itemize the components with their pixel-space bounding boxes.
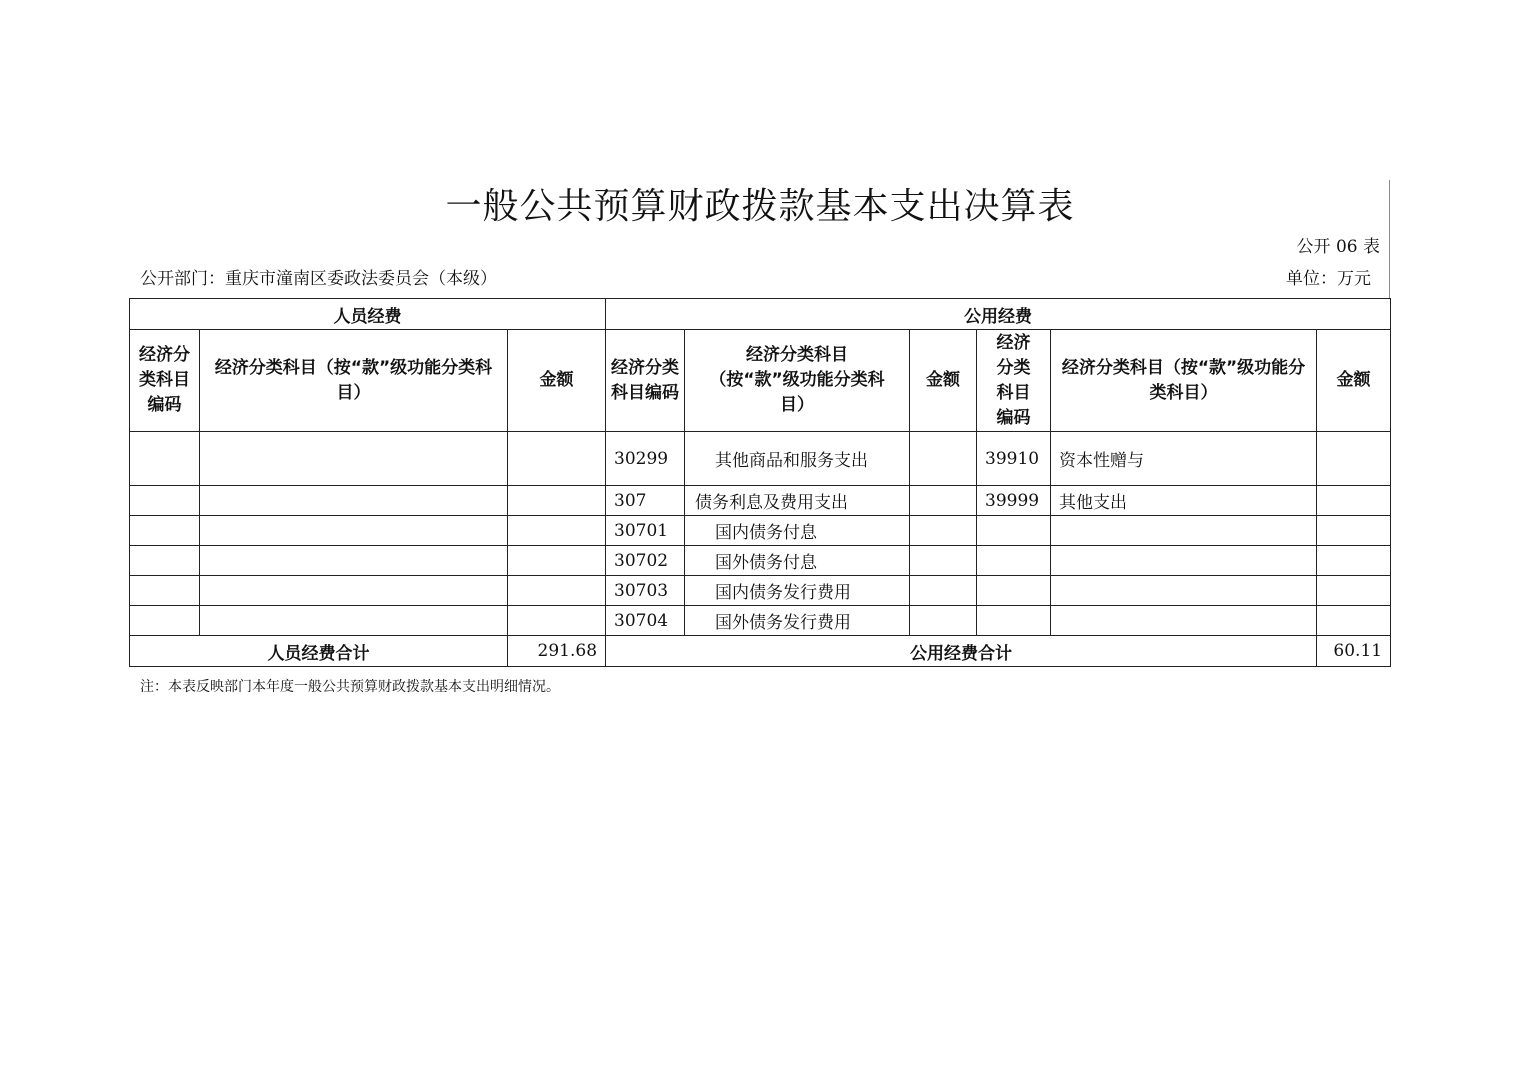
table-row: [130, 516, 1391, 546]
col-header-public1-amount: 金额: [910, 330, 977, 432]
personnel-total-label: 人员经费合计: [130, 636, 508, 667]
cell-personnel-amount: [508, 432, 606, 486]
table-row: [130, 576, 1391, 606]
cell-personnel-code: [130, 576, 200, 606]
cell-public2-name: [1051, 546, 1317, 576]
group-header-personnel: 人员经费: [130, 299, 606, 330]
cell-public1-amount: [910, 432, 977, 486]
cell-personnel-amount: [508, 486, 606, 516]
cell-personnel-name: [200, 432, 508, 486]
cell-public2-code: [977, 576, 1051, 606]
cell-personnel-amount: [508, 606, 606, 636]
cell-public1-amount: [910, 576, 977, 606]
col-header-public2-amount: 金额: [1317, 330, 1391, 432]
cell-personnel-amount: [508, 546, 606, 576]
cell-public1-amount: [910, 546, 977, 576]
table-row: [130, 546, 1391, 576]
cell-personnel-code: [130, 546, 200, 576]
cell-public2-name: [1051, 606, 1317, 636]
cell-personnel-name: [200, 546, 508, 576]
cell-personnel-code: [130, 516, 200, 546]
cell-personnel-name: [200, 486, 508, 516]
cell-public1-name: 国内债务付息: [685, 516, 910, 546]
table-row: [130, 606, 1391, 636]
cell-public2-amount: [1317, 606, 1391, 636]
cell-personnel-name: [200, 516, 508, 546]
col-header-personnel-amount: 金额: [508, 330, 606, 432]
cell-public2-amount: [1317, 432, 1391, 486]
table-footnote: 注：本表反映部门本年度一般公共预算财政拨款基本支出明细情况。: [140, 679, 560, 695]
cell-public1-amount: [910, 486, 977, 516]
cell-public1-amount: [910, 516, 977, 546]
cell-public1-amount: [910, 606, 977, 636]
cell-personnel-amount: [508, 516, 606, 546]
cell-personnel-code: [130, 606, 200, 636]
group-header-public: 公用经费: [606, 299, 1391, 330]
cell-public1-code: 30701: [606, 516, 685, 546]
cell-public1-name: 债务利息及费用支出: [685, 486, 910, 516]
cell-public1-name: 国外债务发行费用: [685, 606, 910, 636]
cell-public2-code: [977, 546, 1051, 576]
cell-personnel-code: [130, 486, 200, 516]
cell-public2-code: [977, 516, 1051, 546]
cell-public2-name: 资本性赠与: [1051, 432, 1317, 486]
expenditure-table: [129, 298, 1391, 667]
cell-public1-code: 30703: [606, 576, 685, 606]
department-label: 公开部门：重庆市潼南区委政法委员会（本级）: [140, 269, 497, 289]
personnel-total-value: 291.68: [508, 636, 606, 667]
cell-public2-code: 39999: [977, 486, 1051, 516]
cell-public2-amount: [1317, 486, 1391, 516]
cell-public2-name: [1051, 576, 1317, 606]
cell-public1-name: 国外债务付息: [685, 546, 910, 576]
cell-public2-code: [977, 606, 1051, 636]
cell-personnel-amount: [508, 576, 606, 606]
cell-public2-amount: [1317, 576, 1391, 606]
public-total-label: 公用经费合计: [606, 636, 1317, 667]
col-header-personnel-code: 经济分类科目编码: [130, 330, 200, 432]
page-title: 一般公共预算财政拨款基本支出决算表: [445, 186, 1075, 227]
table-row: [130, 432, 1391, 486]
unit-label: 单位：万元: [1286, 269, 1371, 289]
col-header-public1-name: 经济分类科目（按“款”级功能分类科目）: [685, 330, 910, 432]
table-row: [130, 486, 1391, 516]
cell-public1-name: 其他商品和服务支出: [685, 432, 910, 486]
cell-public1-code: 30702: [606, 546, 685, 576]
cell-public1-code: 307: [606, 486, 685, 516]
cell-public1-code: 30299: [606, 432, 685, 486]
col-header-personnel-name: 经济分类科目（按“款”级功能分类科目）: [200, 330, 508, 432]
cell-public1-code: 30704: [606, 606, 685, 636]
col-header-public2-code: 经济分类科目编码: [977, 330, 1051, 432]
cell-personnel-code: [130, 432, 200, 486]
cell-public2-name: 其他支出: [1051, 486, 1317, 516]
cell-public2-name: [1051, 516, 1317, 546]
cell-public2-amount: [1317, 546, 1391, 576]
table-number: 公开 06 表: [1296, 237, 1380, 257]
col-header-public1-code: 经济分类科目编码: [606, 330, 685, 432]
cell-personnel-name: [200, 606, 508, 636]
public-total-value: 60.11: [1317, 636, 1391, 667]
cell-personnel-name: [200, 576, 508, 606]
cell-public2-amount: [1317, 516, 1391, 546]
cell-public2-code: 39910: [977, 432, 1051, 486]
col-header-public2-name: 经济分类科目（按“款”级功能分类科目）: [1051, 330, 1317, 432]
cell-public1-name: 国内债务发行费用: [685, 576, 910, 606]
